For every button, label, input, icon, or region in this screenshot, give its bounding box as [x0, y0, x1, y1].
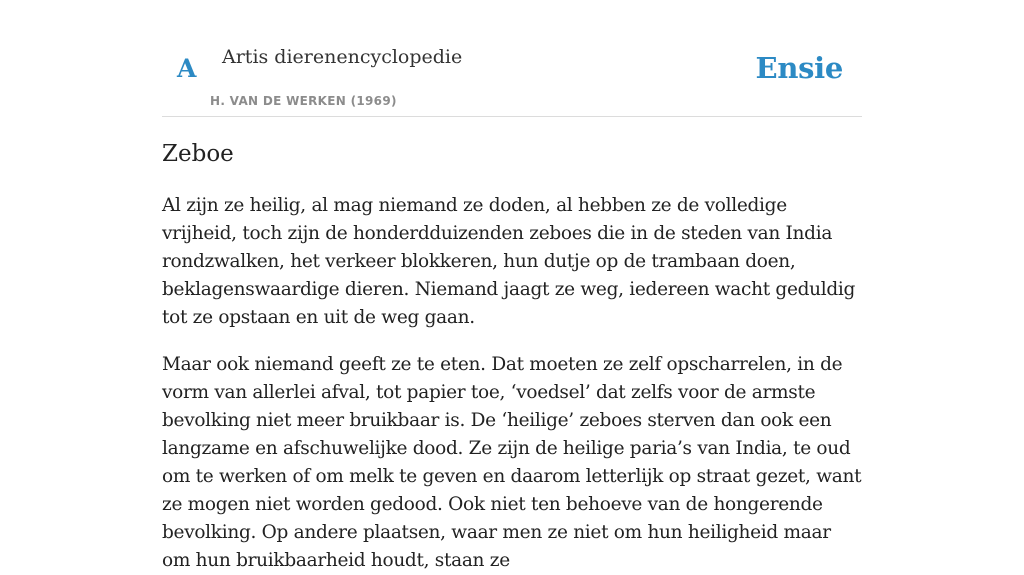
- page-header: [162, 0, 862, 117]
- article-title: Zeboe: [162, 141, 234, 167]
- ensie-logo-link[interactable]: Ensie: [755, 51, 843, 85]
- collection-logo-link[interactable]: A: [177, 54, 197, 83]
- article-paragraph: Maar ook niemand geeft ze te eten. Dat moeten ze zelf opscharrelen, in de vorm van allerlei afval, tot papier toe, ‘voedsel’ dat zelfs voor de armste bevolking niet meer bruikbaar is. De ‘heilige’ zeboes sterven dan ook een langzame en afschuwelijke dood. Ze zijn de heilige paria’s van India, te oud om te werken of om melk te geven en daarom letterlijk op straat gezet, want ze mogen niet worden gedood. Ook niet ten behoeve van de hongerende bevolking. Op andere plaatsen, waar men ze niet om hun heiligheid maar om hun bruikbaarheid houdt, staan ze: [162, 354, 862, 571]
- article: [162, 138, 862, 575]
- book-author: H. VAN DE WERKEN (1969): [210, 94, 397, 108]
- book-title[interactable]: Artis dierenencyclopedie: [222, 46, 463, 68]
- article-paragraph: Al zijn ze heilig, al mag niemand ze doden, al hebben ze de volledige vrijheid, toch zijn de honderdduizenden zeboes die in de steden van India rondzwalken, het verkeer blokkeren, hun dutje op de trambaan doen, beklagenswaardige dieren. Niemand jaagt ze weg, iedereen wacht geduldig tot ze opstaan en uit de weg gaan.: [162, 195, 856, 328]
